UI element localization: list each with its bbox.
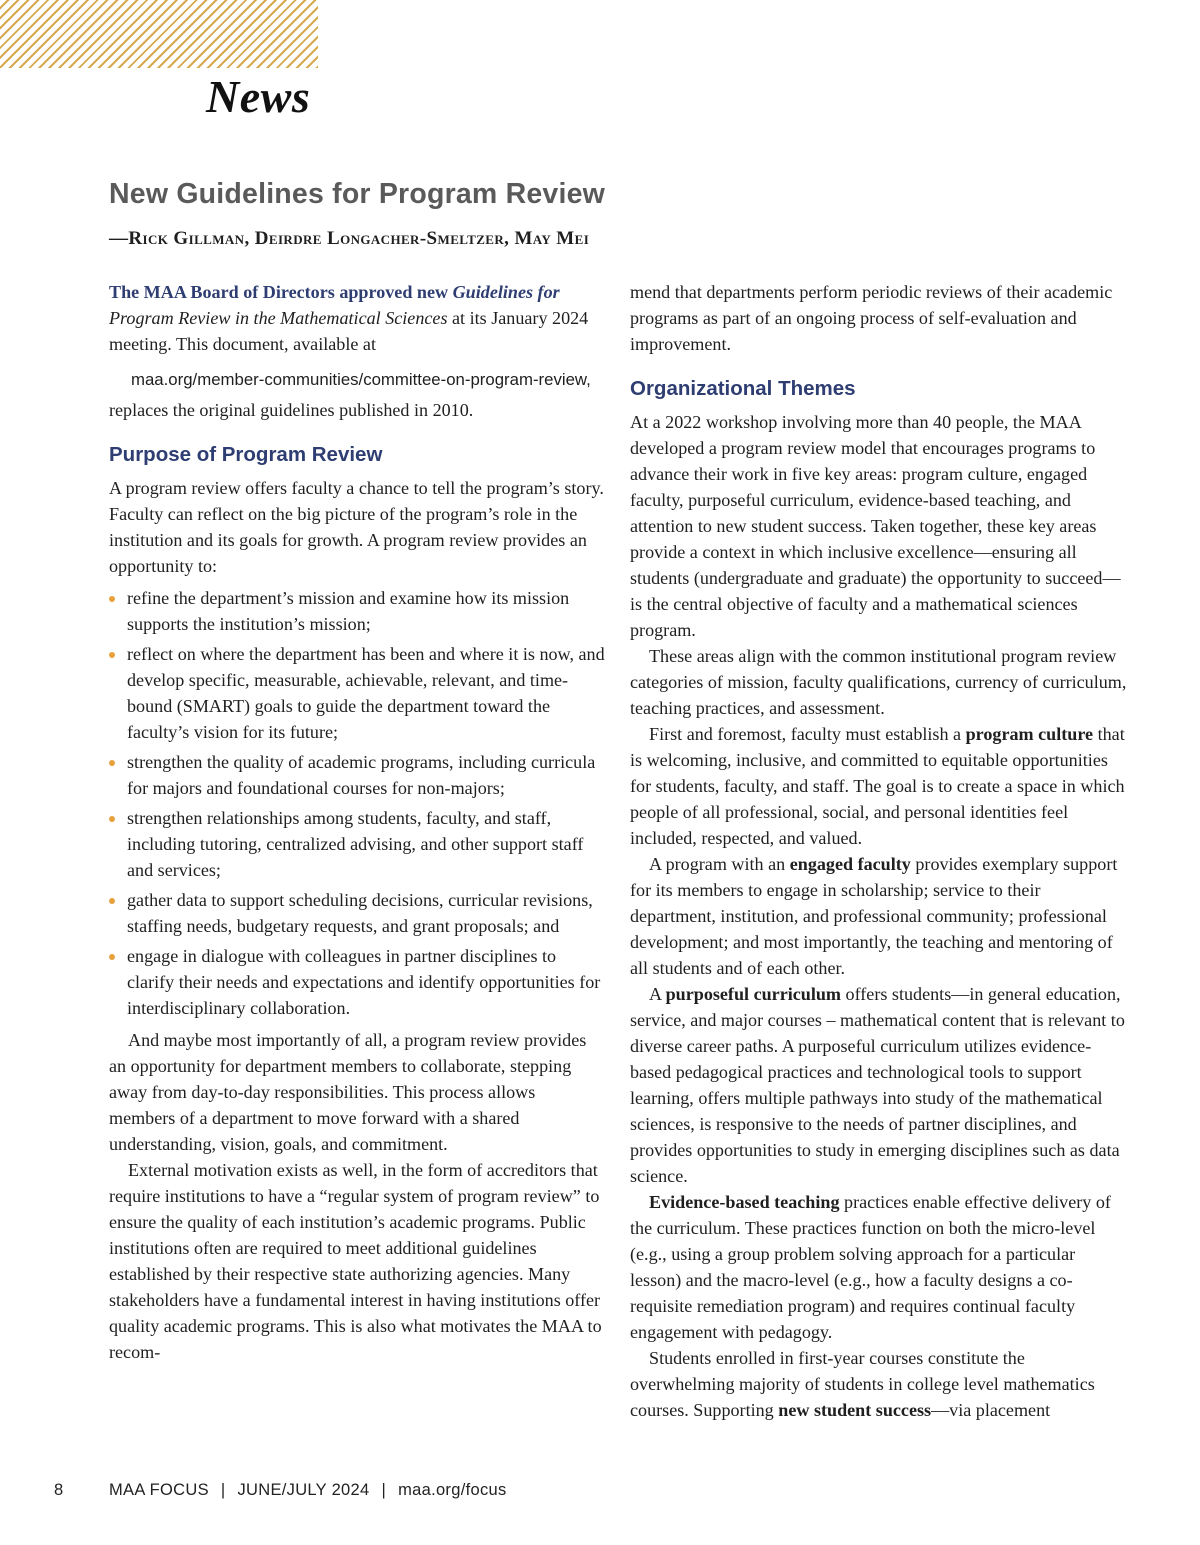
opportunity-list bbox=[109, 585, 605, 1021]
purpose-paragraph: A program review offers faculty a chance to tell the program’s story. Faculty can reflect on the big picture of the program’s role in the institution and its goals for growth. A program review provides an opportunity to: bbox=[109, 478, 604, 576]
decorative-stripes bbox=[0, 0, 318, 68]
section-title: News bbox=[206, 71, 311, 122]
external-motivation-paragraph: External motivation exists as well, in the form of accreditors that require institutions to have a “regular system of program review” to ensure the quality of each institution’s academic programs. Public institutions often are required to meet additional guidelines established by their respective state authorizing agencies. Many stakeholders have a fundamental interest in having institutions offer quality academic programs. This is also what motivates the MAA to recom- bbox=[109, 1160, 602, 1362]
themes-paragraph: At a 2022 workshop involving more than 40 people, the MAA developed a program review model that encourages programs to advance their work in five key areas: program culture, engaged faculty, purposeful curriculum, evidence-based teaching, and attention to new student success. Taken together, these key areas provide a context in which inclusive excellence—ensuring all students (undergraduate and graduate) the opportunity to succeed—is the central objective of faculty and a mathematical sciences program. bbox=[630, 412, 1121, 640]
bullet-dot-icon bbox=[109, 816, 115, 822]
continuation-paragraph: mend that departments perform periodic reviews of their academic programs as part of an ongoing process of self-evaluation and improvement. bbox=[630, 282, 1113, 354]
intro-lead: The MAA Board of Directors approved new Guidelines for bbox=[109, 282, 560, 302]
culture-paragraph: First and foremost, faculty must establish a program culture that is welcoming, inclusive, and committed to equitable opportunities for students, faculty, and staff. The goal is to create a space in which people of all professional, social, and personal identities feel included, respected, and valued. bbox=[630, 724, 1125, 848]
list-item: strengthen relationships among students, faculty, and staff, including tutoring, centralized advising, and other support staff and services; bbox=[109, 805, 605, 883]
article-title: New Guidelines for Program Review bbox=[109, 178, 605, 210]
site-link[interactable]: maa.org/focus bbox=[398, 1481, 507, 1499]
faculty-paragraph: A program with an engaged faculty provides exemplary support for its members to engage in scholarship; service to their department, institution, and professional community; professional development; and most importantly, the teaching and mentoring of all students and of each other. bbox=[630, 854, 1118, 978]
guidelines-link[interactable]: maa.org/member-communities/committee-on-program-review, bbox=[131, 370, 591, 389]
intro-after-url: replaces the original guidelines published in 2010. bbox=[109, 400, 474, 420]
bullet-dot-icon bbox=[109, 652, 115, 658]
bullet-dot-icon bbox=[109, 898, 115, 904]
teaching-paragraph: Evidence-based teaching practices enable effective delivery of the curriculum. These practices function on both the micro-level (e.g., using a group problem solving approach for a particular lesson) and the macro-level (e.g., how a faculty designs a co-requisite remediation program) and requires continual faculty engagement with pedagogy. bbox=[630, 1192, 1111, 1342]
bullet-dot-icon bbox=[109, 954, 115, 960]
list-item: engage in dialogue with colleagues in partner disciplines to clarify their needs and expectations and identify opportunities for interdisciplinary collaboration. bbox=[109, 943, 605, 1021]
list-item: gather data to support scheduling decisions, curricular revisions, staffing needs, budgetary requests, and grant proposals; and bbox=[109, 887, 605, 939]
page-number: 8 bbox=[54, 1481, 64, 1499]
list-item: reflect on where the department has been and where it is now, and develop specific, measurable, achievable, relevant, and time-bound (SMART) goals to guide the department toward the faculty’s vision for its future; bbox=[109, 641, 605, 745]
bullet-dot-icon bbox=[109, 760, 115, 766]
issue-date: JUNE/JULY 2024 bbox=[237, 1481, 370, 1499]
student-success-paragraph: Students enrolled in first-year courses constitute the overwhelming majority of students in college level mathematics courses. Supporting new student success—via placement bbox=[630, 1348, 1095, 1420]
list-item: refine the department’s mission and examine how its mission supports the institution’s mission; bbox=[109, 585, 605, 637]
align-paragraph: These areas align with the common institutional program review categories of mission, faculty qualifications, currency of curriculum, teaching practices, and assessment. bbox=[630, 646, 1127, 718]
intro-paragraph: The MAA Board of Directors approved new Guidelines for Program Review in the Mathematical Sciences at its January 2024 meeting. This document, available at bbox=[109, 282, 589, 354]
purpose-heading: Purpose of Program Review bbox=[109, 443, 383, 466]
themes-heading: Organizational Themes bbox=[630, 377, 856, 400]
byline: —Rick Gillman, Deirdre Longacher-Smeltzer, May Mei bbox=[109, 228, 590, 249]
footer-text: MAA FOCUS | JUNE/JULY 2024 | maa.org/focus bbox=[109, 1481, 507, 1499]
publication-name: MAA FOCUS bbox=[109, 1481, 209, 1499]
bullet-dot-icon bbox=[109, 596, 115, 602]
right-column bbox=[630, 279, 1128, 1423]
left-column bbox=[109, 279, 605, 1365]
collaborate-paragraph: And maybe most importantly of all, a program review provides an opportunity for department members to collaborate, stepping away from day-to-day responsibilities. This process allows members of a department to move forward with a shared understanding, vision, goals, and commitment. bbox=[109, 1030, 587, 1154]
page-footer bbox=[0, 1481, 1200, 1505]
curriculum-paragraph: A purposeful curriculum offers students—in general education, service, and major courses – mathematical content that is relevant to diverse career paths. A purposeful curriculum utilizes evidence-based pedagogical practices and technological tools to support learning, offers multiple pathways into study of the mathematical sciences, is responsive to the needs of partner disciplines, and provides opportunities to study in emerging disciplines such as data science. bbox=[630, 984, 1125, 1186]
list-item: strengthen the quality of academic programs, including curricula for majors and foundational courses for non-majors; bbox=[109, 749, 605, 801]
intro-doc-title: Program Review in the Mathematical Sciences bbox=[109, 308, 448, 328]
